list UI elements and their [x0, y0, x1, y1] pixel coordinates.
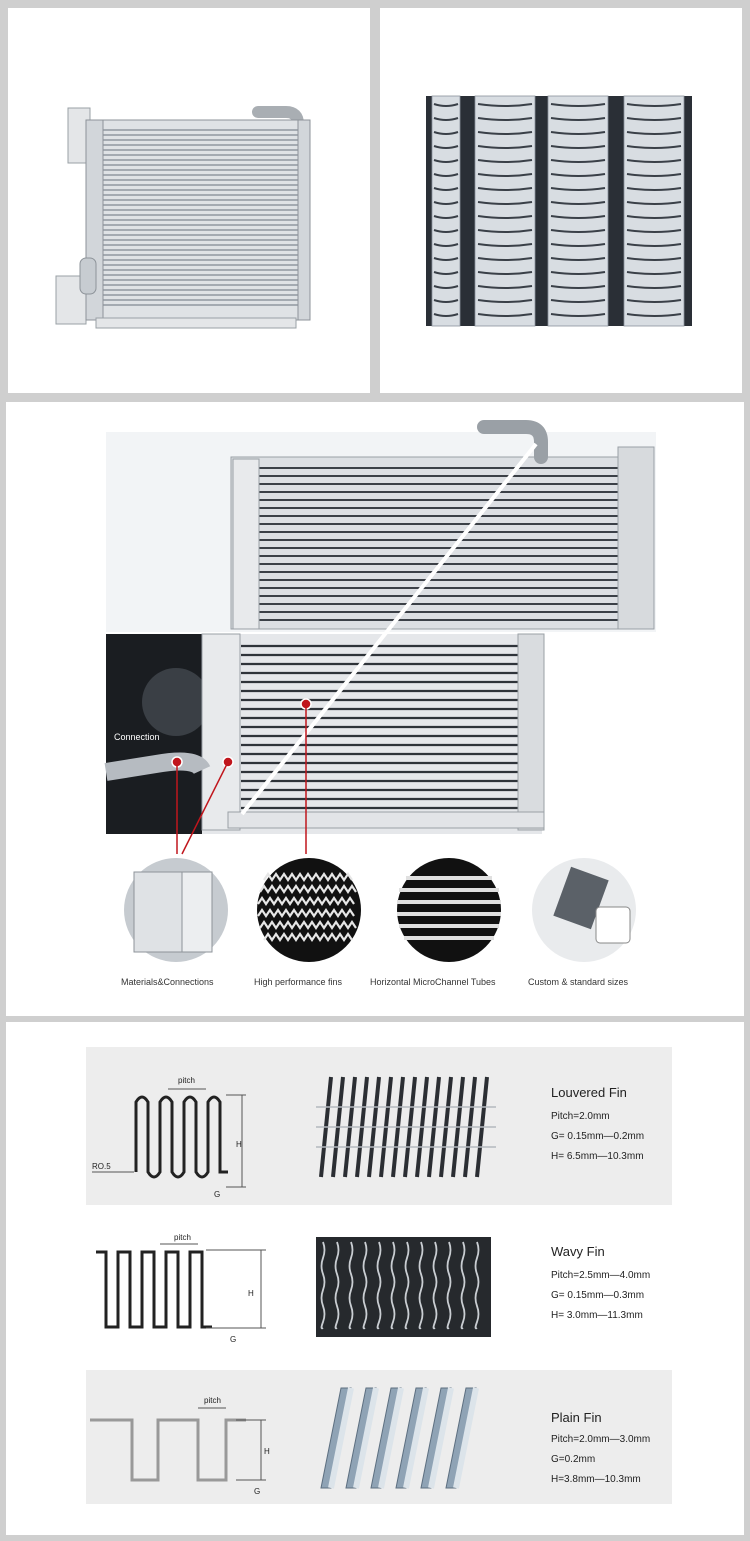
louvered-fin-specs — [551, 1107, 644, 1167]
cooler-features-panel — [6, 402, 744, 1016]
radiator-image — [8, 8, 370, 393]
wavy-fin-specs — [551, 1266, 650, 1326]
cooler-composite-image — [6, 402, 744, 1016]
microchannel-closeup-panel — [380, 8, 742, 393]
louvered-g-spec: G= 0.15mm—0.2mm — [551, 1131, 645, 1142]
louvered-fin-render — [311, 1067, 501, 1197]
fin-row-wavy — [86, 1212, 672, 1360]
wavy-fin-title: Wavy Fin — [551, 1244, 605, 1259]
wavy-g-label: G — [230, 1335, 237, 1344]
wavy-pitch-spec: Pitch=2.5mm—4.0mm — [551, 1270, 651, 1281]
connection-label: Connection — [114, 732, 160, 742]
louvered-fin-diagram — [86, 1047, 296, 1205]
louvered-pitch-spec: Pitch=2.0mm — [551, 1111, 610, 1122]
louvered-pitch-label: pitch — [178, 1076, 195, 1085]
fin-types-panel — [6, 1022, 744, 1535]
feature-label-fins: High performance fins — [254, 977, 343, 987]
plain-fin-specs — [551, 1430, 650, 1490]
louvered-h-spec: H= 6.5mm—10.3mm — [551, 1151, 644, 1162]
plain-fin-diagram — [86, 1370, 296, 1504]
fin-closeup-image — [380, 8, 742, 393]
louvered-h-label: H — [236, 1140, 242, 1149]
plain-h-spec: H=3.8mm—10.3mm — [551, 1474, 641, 1485]
louvered-radius-label: RO.5 — [92, 1162, 111, 1171]
plain-g-label: G — [254, 1487, 261, 1496]
fin-row-plain — [86, 1370, 672, 1504]
plain-pitch-label: pitch — [204, 1396, 221, 1405]
plain-fin-title: Plain Fin — [551, 1410, 602, 1425]
plain-h-label: H — [264, 1447, 270, 1456]
plain-fin-render — [311, 1378, 501, 1498]
radiator-product-panel — [8, 8, 370, 393]
feature-label-sizes: Custom & standard sizes — [528, 977, 629, 987]
feature-label-tubes: Horizontal MicroChannel Tubes — [370, 977, 496, 987]
plain-g-spec: G=0.2mm — [551, 1454, 596, 1465]
wavy-h-spec: H= 3.0mm—11.3mm — [551, 1310, 643, 1321]
fin-row-louvered — [86, 1047, 672, 1205]
wavy-g-spec: G= 0.15mm—0.3mm — [551, 1290, 645, 1301]
louvered-fin-title: Louvered Fin — [551, 1085, 627, 1100]
wavy-h-label: H — [248, 1289, 254, 1298]
plain-pitch-spec: Pitch=2.0mm—3.0mm — [551, 1434, 651, 1445]
wavy-fin-render — [311, 1232, 501, 1352]
louvered-g-label: G — [214, 1190, 221, 1199]
feature-label-materials: Materials&Connections — [121, 977, 214, 987]
wavy-fin-diagram — [86, 1212, 296, 1360]
wavy-pitch-label: pitch — [174, 1233, 191, 1242]
